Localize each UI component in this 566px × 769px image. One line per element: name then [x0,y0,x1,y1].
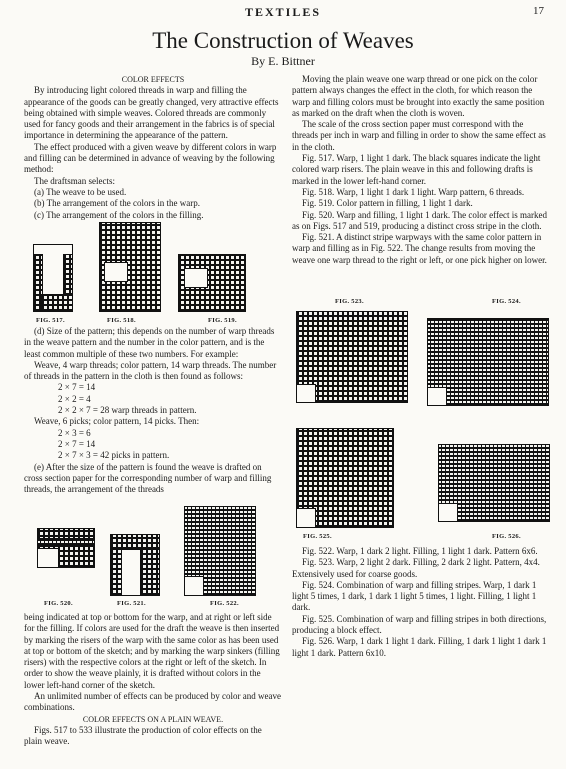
paragraph: Fig. 519. Color pattern in filling, 1 light 1 dark. [302,198,473,209]
paragraph: Fig. 522. Warp, 1 dark 2 light. Filling, 1 light 1 dark. Pattern 6x6. [302,546,538,556]
paragraph: (e) After the size of the pattern is found the weave is drafted on cross section paper for the corresponding number of warp and filling threads, the arrangement of the threads [24,461,272,495]
paragraph: Moving the plain weave one warp thread or one pick on the color pattern always changes the effect in the cloth, for which reason the warp and filling colors must be brought into exactly the same position as marked on the draft when the cloth is woven. [292,74,545,118]
paragraph: Fig. 524. Combination of warp and filling stripes. Warp, 1 dark 1 light 5 times, 1 dark, 1 dark 1 light 5 times, 1 light. Filling, 1 light 1 dark. [292,579,537,613]
paragraph: Fig. 525. Combination of warp and filling stripes in both directions, producing a block effect. [292,613,547,636]
equation: 2 × 7 × 3 = 42 picks in pattern. [58,450,170,461]
list-item: (c) The arrangement of the colors in the filling. [34,209,204,220]
paragraph: Fig. 518. Warp, 1 light 1 dark 1 light. Warp pattern, 6 threads. [302,186,525,197]
paragraph: Fig. 520. Warp and filling, 1 light 1 dark. The color effect is marked as on Figs. 517 and 519, producing a distinct cross stripe in the cloth. [292,209,547,231]
article-byline: By E. Bittner [251,54,315,68]
figure-caption: FIG. 517. [36,317,65,324]
paragraph: The effect produced with a given weave by different colors in warp and filling can be determined in advance of weaving by the following method: [24,141,277,175]
section-heading: COLOR EFFECTS [121,75,185,84]
paragraph: An unlimited number of effects can be produced by color and weave combinations. [24,691,281,713]
paragraph: The scale of the cross section paper must correspond with the threads per inch in warp and filling in order to show the same effect as in the cloth. [292,119,546,152]
paragraph: The draftsman selects: [34,175,115,186]
list-item: (a) The weave to be used. [34,186,127,197]
paragraph: Figs. 517 to 533 illustrate the production of color effects on the plain weave. [24,724,262,747]
left-column-bottom [24,612,282,748]
list-item: (b) The arrangement of the colors in the warp. [34,198,201,209]
equation: 2 × 7 = 14 [58,382,96,393]
paragraph: Weave, 4 warp threads; color pattern, 14 warp threads. The number of threads in the pattern in the cloth is then found as follows: [24,359,277,382]
paragraph: Fig. 517. Warp, 1 light 1 dark. The black squares indicate the light colored warp risers. The plain weave in this and following drafts is marked in the lower left-hand corner. [292,153,541,186]
figure-caption: FIG. 522. [210,600,239,607]
paragraph: By introducing light colored threads in warp and filling the appearance of the goods can be greatly changed, very attractive effects being obtained with simple weaves. Colored threads are commonly used for fancy goods and their arrangement in the fabrics is of special importance in determining the appearance of the pattern. [24,85,279,141]
figure-caption: FIG. 520. [44,600,73,607]
article-title: The Construction of Weaves [152,28,414,53]
figure-caption: FIG. 518. [107,317,136,324]
section-heading: COLOR EFFECTS ON A PLAIN WEAVE. [82,714,224,724]
paragraph: Fig. 526. Warp, 1 dark 1 light 1 dark. Filling, 1 dark 1 light 1 dark 1 light 1 dark. Pattern 6x10. [292,636,547,658]
figure-caption: FIG. 526. [492,533,521,540]
right-column-top [292,74,548,266]
paragraph: Fig. 523. Warp, 2 light 2 dark. Filling, 2 dark 2 light. Pattern, 4x4. Extensively used for coarse goods. [292,557,540,579]
paragraph: being indicated at top or bottom for the warp, and at right or left side for the filling. If colors are used for the draft the weave is then inserted by marking the risers of the warp with the same color as has been used at top or bottom of the sketch; and by marking the warp sinkers (filling risers) with the respective colors at the right or left of the sketch. In order to show the weave plainly, it is drafted without colors in the lower left-hand corner of the sketch. [24,612,280,690]
equation: 2 × 2 = 4 [58,393,91,404]
running-header: TEXTILES [244,5,322,19]
equation: 2 × 2 × 7 = 28 warp threads in pattern. [58,405,197,416]
left-column-middle [24,326,282,495]
page-number: 17 [533,5,544,17]
paragraph: Weave, 6 picks; color pattern, 14 picks. Then: [34,416,200,427]
left-column-intro [24,74,282,221]
figure-caption: FIG. 521. [117,600,146,607]
equation: 2 × 3 = 6 [58,427,91,438]
figure-caption: FIG. 519. [208,317,237,324]
figure-caption: FIG. 525. [303,533,332,540]
figure-caption: FIG. 524. [492,298,521,305]
paragraph: Fig. 521. A distinct stripe warpways with the same color pattern in warp and filling as in Fig. 522. The change results from moving the weave one warp thread to the right or left, or one pick higher on lower. [292,232,547,265]
equation: 2 × 7 = 14 [58,438,96,449]
right-column-bottom [292,546,548,659]
figure-caption: FIG. 523. [335,298,364,305]
paragraph: (d) Size of the pattern; this depends on the number of warp threads in the weave pattern and the number in the color pattern, and is the least common multiple of these two numbers. For example: [24,326,275,359]
